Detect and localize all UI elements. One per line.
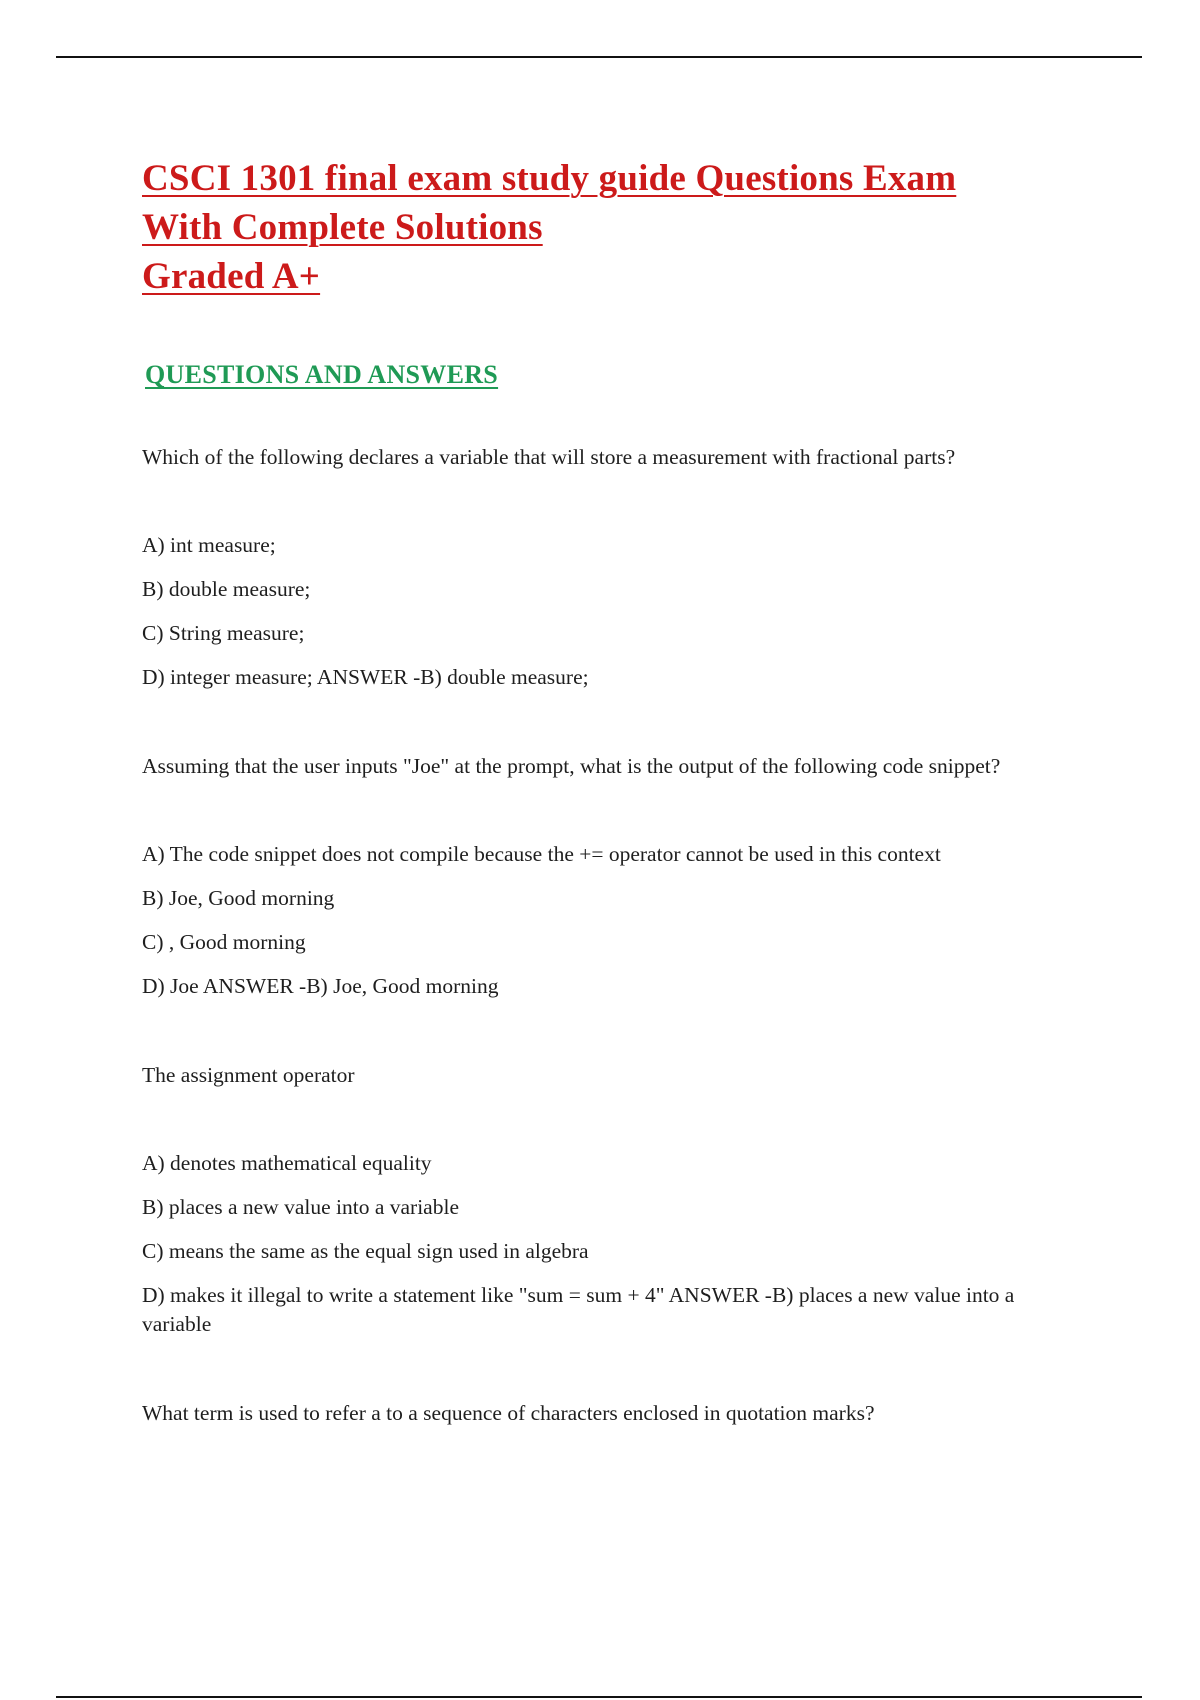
footer-rule [56, 1696, 1142, 1698]
question-block [142, 752, 1062, 1001]
answer-option: C) String measure; [142, 621, 305, 645]
answer-option: C) means the same as the equal sign used in algebra [142, 1239, 589, 1263]
answer-option: C) , Good morning [142, 930, 306, 954]
answer-option: B) double measure; [142, 577, 311, 601]
section-heading: QUESTIONS AND ANSWERS [145, 360, 499, 389]
answer-option: B) places a new value into a variable [142, 1195, 459, 1219]
question-prompt: The assignment operator [142, 1063, 355, 1087]
answer-option: A) int measure; [142, 533, 276, 557]
answer-option: B) Joe, Good morning [142, 886, 335, 910]
question-prompt: Which of the following declares a variable that will store a measurement with fractional parts? [142, 445, 956, 469]
document-title [142, 154, 1072, 301]
answer-option: D) integer measure; ANSWER -B) double measure; [142, 665, 589, 689]
questions-list [142, 443, 1062, 1487]
question-block [142, 443, 1062, 692]
header-rule [56, 56, 1142, 58]
title-line: CSCI 1301 final exam study guide Questions Exam [142, 158, 957, 199]
answer-option: A) denotes mathematical equality [142, 1151, 432, 1175]
question-block [142, 1399, 1062, 1428]
answer-option: A) The code snippet does not compile because the += operator cannot be used in this context [142, 842, 941, 866]
answer-option: D) Joe ANSWER -B) Joe, Good morning [142, 974, 499, 998]
question-prompt: What term is used to refer a to a sequence of characters enclosed in quotation marks? [142, 1401, 875, 1425]
question-block [142, 1061, 1062, 1339]
title-line: Graded A+ [142, 256, 321, 297]
title-line: With Complete Solutions [142, 207, 543, 248]
answer-option: D) makes it illegal to write a statement like "sum = sum + 4" ANSWER -B) places a new value into a variable [142, 1283, 1015, 1336]
question-prompt: Assuming that the user inputs "Joe" at the prompt, what is the output of the following code snippet? [142, 754, 1001, 778]
